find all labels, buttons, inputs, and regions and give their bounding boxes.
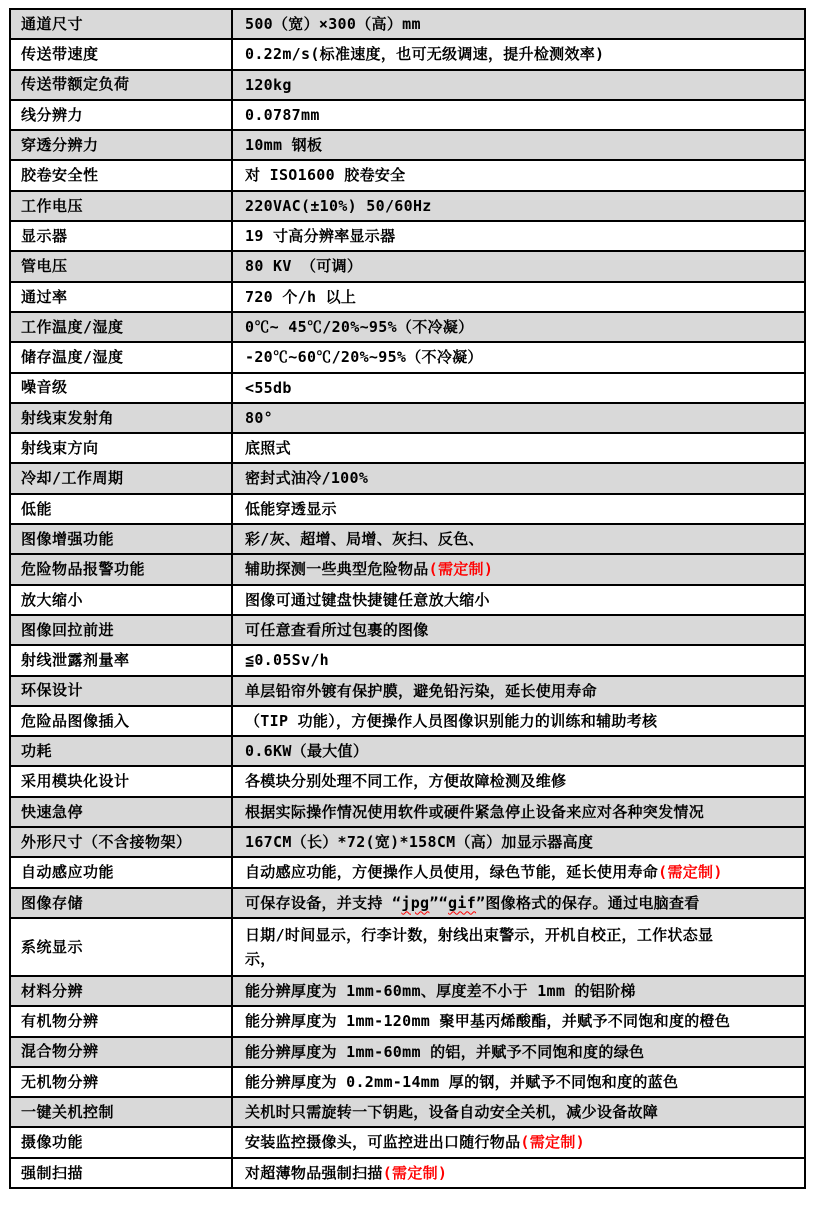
spec-value-cell [233,1098,804,1126]
table-row [11,71,804,101]
spec-value-cell [233,161,804,189]
spec-value-text [245,163,405,187]
spec-value-segment: 0.0787mm [245,105,320,124]
spec-name-cell: 功耗 [11,737,233,765]
spec-name-cell: 胶卷安全性 [11,161,233,189]
spec-value-cell [233,131,804,159]
spec-table-rows [11,10,804,1187]
spec-value-cell [233,525,804,553]
spec-name-cell: 图像增强功能 [11,525,233,553]
spec-value-segment: 能分辨厚度为 1mm-120mm 聚甲基丙烯酸酯，并赋予不同饱和度的橙色 [245,1012,731,1031]
spec-value-text [245,891,700,915]
spec-name-cell: 图像存储 [11,889,233,917]
table-row [11,828,804,858]
custom-required-note: (需定制) [520,1133,585,1152]
spec-name-cell: 射线束发射角 [11,404,233,432]
table-row [11,343,804,373]
custom-required-note: (需定制) [428,560,494,579]
spec-value-text [245,466,368,490]
spec-value-text [245,860,723,884]
custom-required-note: (需定制) [658,863,723,882]
spec-name-cell: 危险品图像插入 [11,707,233,735]
table-row [11,222,804,252]
table-row [11,252,804,282]
spec-name-cell: 环保设计 [11,677,233,705]
table-row [11,555,804,585]
table-row [11,434,804,464]
table-row [11,101,804,131]
spec-value-cell [233,283,804,311]
spec-value-segment: 安装监控摄像头，可监控进出口随行物品 [245,1133,521,1152]
spec-value-text [245,254,362,278]
spec-value-text [245,923,713,972]
spec-value-cell [233,889,804,917]
spec-value-segment: 对 ISO1600 胶卷安全 [245,166,406,185]
spec-value-cell [233,977,804,1005]
table-row [11,646,804,676]
spec-name-cell: 一键关机控制 [11,1098,233,1126]
spec-value-segment: ”“ [429,893,449,912]
spec-value-cell [233,1068,804,1096]
spec-value-cell [233,1007,804,1035]
spec-value-segment: 500（宽）×300（高）mm [245,15,421,33]
spec-name-cell: 射线束方向 [11,434,233,462]
spec-value-text [245,315,473,339]
table-row [11,10,804,40]
spec-value-text [245,1040,644,1064]
table-row [11,1068,804,1098]
spec-value-cell [233,1159,804,1187]
spec-value-segment: 示， [245,949,276,968]
spec-value-cell [233,313,804,341]
spec-value-cell [233,10,804,38]
spec-name-cell: 系统显示 [11,919,233,975]
table-row [11,977,804,1007]
spec-value-text [245,224,395,248]
table-row [11,798,804,828]
table-row [11,404,804,434]
table-row [11,616,804,646]
spec-name-cell: 摄像功能 [11,1128,233,1156]
spec-value-cell [233,828,804,856]
spec-value-text [245,103,320,127]
spec-name-cell: 低能 [11,495,233,523]
spec-value-text [245,709,657,733]
spec-value-text [245,830,593,854]
table-row [11,313,804,343]
spec-name-cell: 有机物分辨 [11,1007,233,1035]
spec-value-segment: 辅助探测一些典型危险物品 [245,560,429,579]
spec-value-segment: gif [448,893,477,912]
spec-value-segment: 可任意查看所过包裹的图像 [245,620,429,639]
spec-value-cell [233,798,804,826]
spec-value-segment: <55db [245,378,292,397]
spec-value-segment: 底照式 [245,439,291,458]
spec-value-cell [233,404,804,432]
spec-value-segment: 对超薄物品强制扫描 [245,1163,383,1182]
spec-value-segment: 根据实际操作情况使用软件或硬件紧急停止设备来应对各种突发情况 [245,802,705,821]
table-row [11,1098,804,1128]
spec-value-text [245,73,292,97]
spec-value-segment: （TIP 功能），方便操作人员图像识别能力的训练和辅助考核 [245,711,658,730]
spec-value-segment: 彩/灰、超增、局增、灰扫、反色、 [245,530,484,549]
spec-name-cell: 工作温度/湿度 [11,313,233,341]
spec-value-cell [233,858,804,886]
spec-value-cell [233,677,804,705]
spec-value-text [245,133,322,157]
spec-value-text [245,42,604,66]
spec-value-cell [233,252,804,280]
spec-name-cell: 混合物分辨 [11,1038,233,1066]
spec-name-cell: 管电压 [11,252,233,280]
table-row [11,161,804,191]
spec-name-cell: 通道尺寸 [11,10,233,38]
spec-value-segment: 720 个/h 以上 [245,287,357,306]
table-row [11,1007,804,1037]
table-row [11,131,804,161]
table-row [11,858,804,888]
spec-value-text [245,12,421,36]
spec-value-text [245,618,429,642]
spec-value-segment: 各模块分别处理不同工作，方便故障检测及维修 [245,772,567,791]
spec-table [9,8,806,1189]
spec-value-segment: 能分辨厚度为 0.2mm-14mm 厚的钢，并赋予不同饱和度的蓝色 [245,1072,679,1091]
spec-name-cell: 工作电压 [11,192,233,220]
table-row [11,374,804,404]
spec-value-cell [233,555,804,583]
spec-name-cell: 线分辨力 [11,101,233,129]
spec-value-segment: 80 KV （可调） [245,257,363,276]
spec-name-cell: 快速急停 [11,798,233,826]
spec-name-cell: 自动感应功能 [11,858,233,886]
spec-value-cell [233,1038,804,1066]
spec-name-cell: 放大缩小 [11,586,233,614]
spec-value-text [245,800,704,824]
table-row [11,525,804,555]
spec-value-cell [233,707,804,735]
spec-value-cell [233,616,804,644]
spec-name-cell: 传送带额定负荷 [11,71,233,99]
spec-value-cell [233,919,804,975]
spec-value-text [245,1130,585,1154]
spec-value-cell [233,1128,804,1156]
table-row [11,495,804,525]
spec-name-cell: 图像回拉前进 [11,616,233,644]
spec-name-cell: 外形尺寸（不含接物架） [11,828,233,856]
spec-value-text [245,1009,730,1033]
spec-value-text [245,1161,447,1185]
spec-value-cell [233,495,804,523]
spec-value-text [245,406,273,430]
spec-value-text [245,497,337,521]
spec-value-segment: 能分辨厚度为 1mm-60mm 的铝，并赋予不同饱和度的绿色 [245,1042,645,1061]
spec-value-segment: 密封式油冷/100% [245,469,369,488]
spec-value-segment: ”图像格式的保存。通过电脑查看 [476,893,700,912]
spec-value-text [245,557,493,581]
spec-value-cell [233,464,804,492]
spec-value-cell [233,71,804,99]
spec-name-cell: 显示器 [11,222,233,250]
table-row [11,919,804,977]
spec-value-segment: 自动感应功能，方便操作人员使用，绿色节能，延长使用寿命 [245,863,659,882]
custom-required-note: (需定制) [382,1163,448,1182]
spec-name-cell: 储存温度/湿度 [11,343,233,371]
spec-value-segment: 图像可通过键盘快捷键任意放大缩小 [245,590,490,609]
table-row [11,1038,804,1068]
table-row [11,1128,804,1158]
spec-value-segment: 低能穿透显示 [245,499,337,518]
table-row [11,767,804,797]
table-row [11,1159,804,1187]
table-row [11,707,804,737]
spec-value-segment: 日期/时间显示，行李计数，射线出束警示，开机自校正，工作状态显 [245,925,714,944]
spec-value-segment: 167CM（长）*72(宽)*158CM（高）加显示器高度 [245,833,594,852]
spec-value-cell [233,646,804,674]
spec-value-segment: ≦0.05Sv/h [245,651,329,670]
spec-value-segment: 80° [245,408,273,427]
spec-value-segment: -20℃~60℃/20%~95%（不冷凝） [245,348,483,367]
spec-name-cell: 材料分辨 [11,977,233,1005]
spec-value-text [245,285,356,309]
spec-value-segment: 0.22m/s(标准速度，也可无级调速，提升检测效率) [245,45,605,64]
spec-value-cell [233,586,804,614]
table-row [11,737,804,767]
spec-name-cell: 强制扫描 [11,1159,233,1187]
spec-name-cell: 射线泄露剂量率 [11,646,233,674]
spec-value-cell [233,374,804,402]
spec-value-segment: 能分辨厚度为 1mm-60mm、厚度差不小于 1mm 的铝阶梯 [245,981,636,1000]
table-row [11,464,804,494]
table-row [11,40,804,70]
spec-name-cell: 采用模块化设计 [11,767,233,795]
spec-value-text [245,739,368,763]
spec-name-cell: 通过率 [11,283,233,311]
spec-name-cell: 穿透分辨力 [11,131,233,159]
table-row [11,283,804,313]
spec-value-segment: 220VAC(±10%) 50/60Hz [245,196,432,215]
spec-value-segment: 10mm 钢板 [245,136,323,155]
spec-value-segment: 0℃~ 45℃/20%~95%（不冷凝） [245,317,474,336]
spec-value-text [245,588,490,612]
table-row [11,889,804,919]
spec-value-segment: 单层铅帘外镀有保护膜，避免铅污染，延长使用寿命 [245,681,597,700]
spec-value-cell [233,343,804,371]
spec-value-text [245,376,292,400]
spec-value-text [245,194,432,218]
spec-value-cell [233,40,804,68]
spec-value-cell [233,101,804,129]
spec-name-cell: 冷却/工作周期 [11,464,233,492]
spec-value-segment: 19 寸高分辨率显示器 [245,227,396,246]
spec-value-segment: 关机时只需旋转一下钥匙，设备自动安全关机，减少设备故障 [245,1103,659,1122]
spec-value-cell [233,737,804,765]
spec-name-cell: 传送带速度 [11,40,233,68]
spec-value-text [245,979,636,1003]
spec-value-cell [233,192,804,220]
spec-value-cell [233,767,804,795]
spec-value-segment: 0.6KW（最大值） [245,742,369,761]
table-row [11,192,804,222]
spec-name-cell: 无机物分辨 [11,1068,233,1096]
table-row [11,677,804,707]
spec-value-text [245,345,483,369]
table-row [11,586,804,616]
spec-value-cell [233,222,804,250]
spec-value-segment: jpg [401,893,430,912]
spec-name-cell: 噪音级 [11,374,233,402]
spec-value-text [245,436,291,460]
spec-value-segment: 可保存设备，并支持 “ [245,893,402,912]
spec-value-cell [233,434,804,462]
spec-value-segment: 120kg [245,75,292,94]
spec-name-cell: 危险物品报警功能 [11,555,233,583]
spec-value-text [245,527,484,551]
spec-value-text [245,1100,658,1124]
spec-value-text [245,648,329,672]
spec-value-text [245,769,566,793]
spec-value-text [245,679,597,703]
spec-value-text [245,1070,678,1094]
